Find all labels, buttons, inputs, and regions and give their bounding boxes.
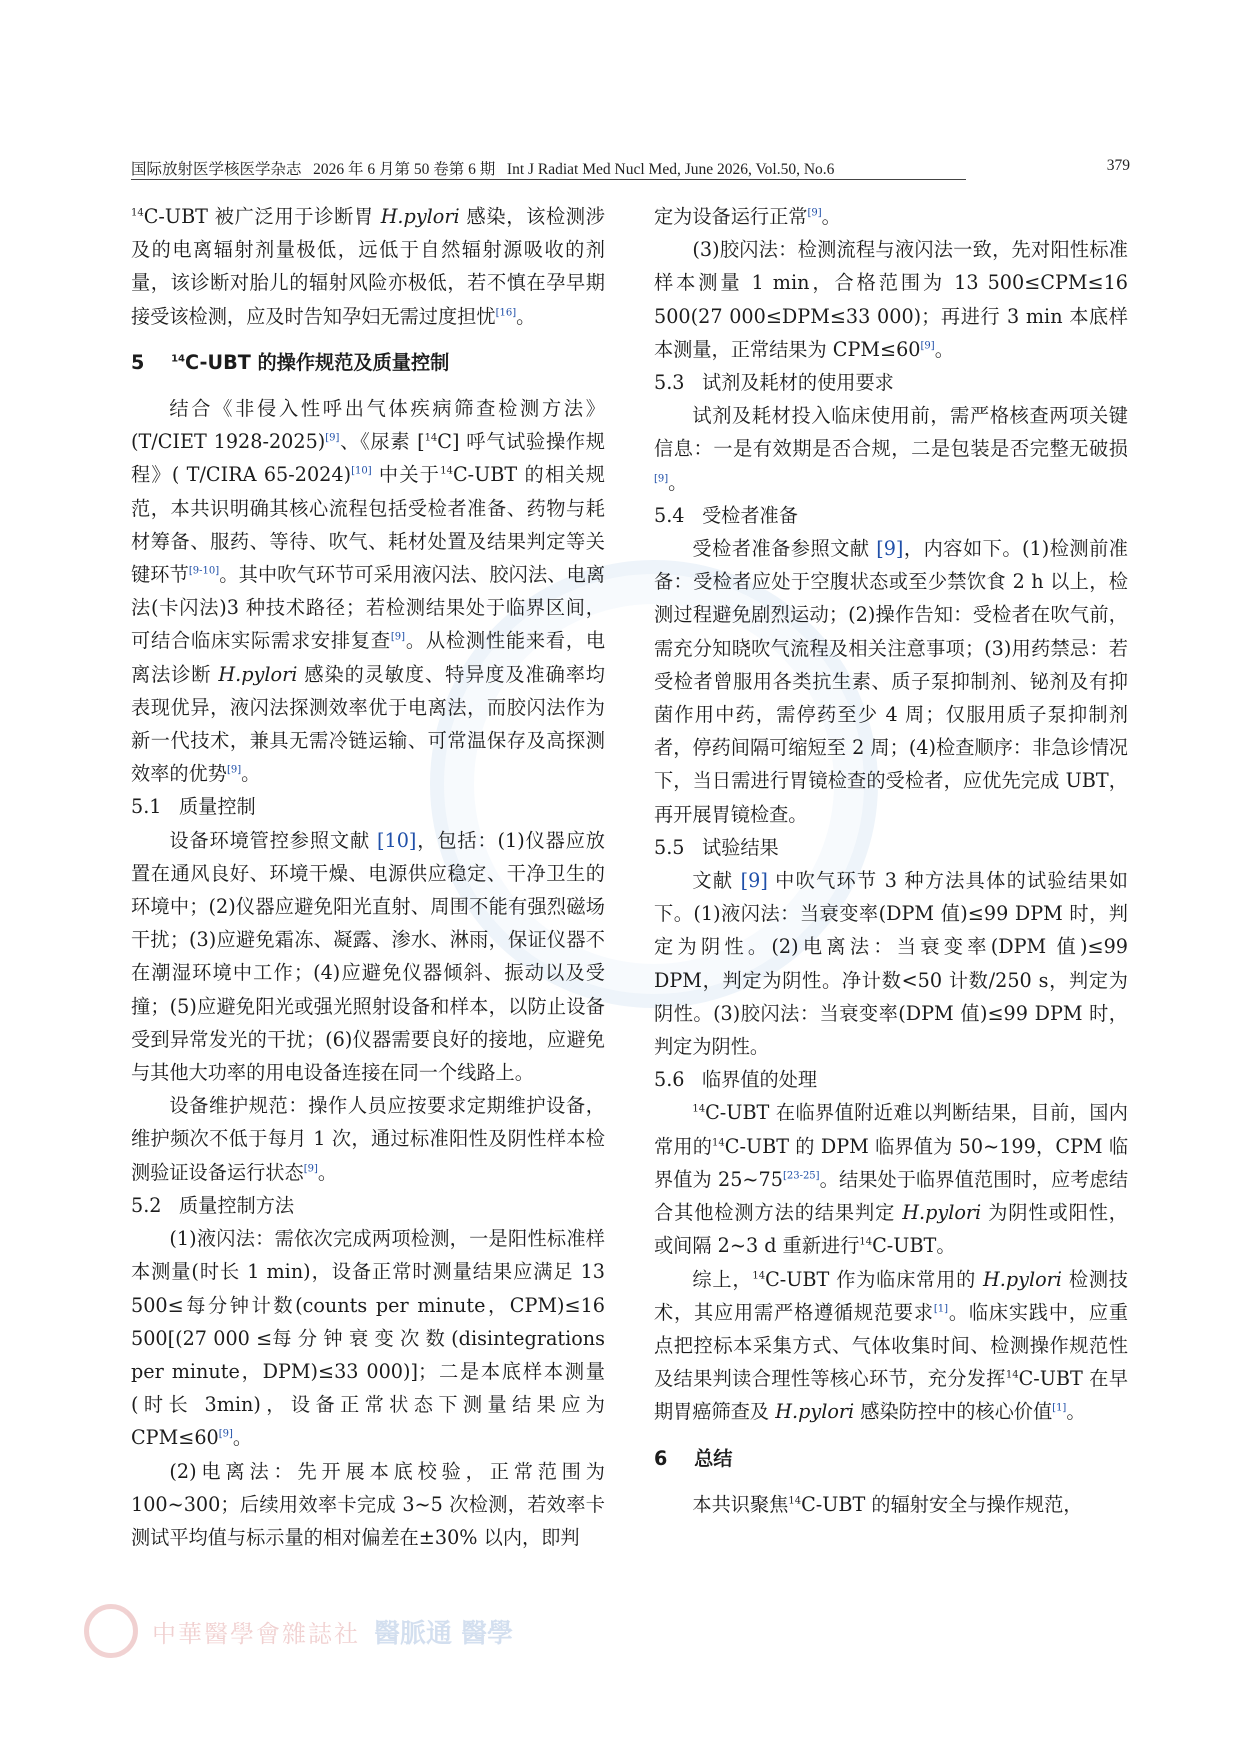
- publisher-footer-logo: [84, 1606, 564, 1656]
- citation-link[interactable]: [10]: [377, 828, 417, 852]
- citation-link[interactable]: [1]: [933, 1303, 949, 1315]
- subsection-heading-5-3: 5.3 试剂及耗材的使用要求: [654, 371, 894, 395]
- left-column: [131, 200, 605, 1554]
- subsection-heading-5-5: 5.5 试验结果: [654, 835, 779, 859]
- paragraph: 定为设备运行正常[9]。: [654, 205, 841, 228]
- paragraph: 受检者准备参照文献 [9]，内容如下。(1)检测前准备：受检者应处于空腹状态或至少禁饮食 2 h 以上，检测过程避免剧烈运动；(2)操作告知：受检者在吹气前，需充分知晓吹气流程及相关注意事项；(3)用药禁忌：若受检者曾服用各类抗生素、质子泵抑制剂、铋剂及有抑菌作用中药，需停药至少 4 周；仅服用质子泵抑制剂者，停药间隔可缩短至 2 周；(4)检查顺序：非急诊情况下，当日需进行胃镜检查的受检者，应优先完成 UBT，再开展胃镜检查。: [654, 537, 1128, 826]
- citation-link[interactable]: [9]: [325, 432, 340, 444]
- paragraph: 设备维护规范：操作人员应按要求定期维护设备，维护频次不低于每月 1 次，通过标准阳性及阴性样本检测验证设备运行状态[9]。: [131, 1094, 605, 1184]
- subsection-heading-5-6: 5.6 临界值的处理: [654, 1068, 818, 1092]
- journal-name-cn: 国际放射医学核医学杂志: [131, 161, 302, 178]
- paragraph: 设备环境管控参照文献 [10]，包括：(1)仪器应放置在通风良好、环境干燥、电源供应稳定、干净卫生的环境中；(2)仪器应避免阳光直射、周围不能有强烈磁场干扰；(3)应避免霜冻、凝露、渗水、淋雨，保证仪器不在潮湿环境中工作；(4)应避免仪器倾斜、振动以及受撞；(5)应避免阳光或强光照射设备和样本，以防止设备受到异常发光的干扰；(6)仪器需要良好的接地，应避免与其他大功率的用电设备连接在同一个线路上。: [131, 828, 605, 1085]
- citation-link[interactable]: [9-10]: [188, 565, 220, 577]
- paragraph: (3)胶闪法：检测流程与液闪法一致，先对阳性标准样本测量 1 min，合格范围为 13 500≤CPM≤16 500(27 000≤DPM≤33 000)；再进行 3 min 本底样本测量，正常结果为 CPM≤60[9]。: [654, 238, 1128, 361]
- subsection-heading-5-2: 5.2 质量控制方法: [131, 1193, 295, 1217]
- page-number: 379: [1106, 157, 1130, 174]
- section-heading-6: 6 总结: [654, 1446, 733, 1470]
- brand-logo-text: 醫脈通 醫學: [374, 1618, 514, 1649]
- citation-link[interactable]: [9]: [740, 869, 768, 893]
- issue-info-cn: 2026 年 6 月第 50 卷第 6 期: [313, 161, 496, 178]
- citation-link[interactable]: [10]: [351, 466, 372, 478]
- publisher-name: 中華醫學會雜誌社: [152, 1619, 360, 1648]
- publisher-emblem-icon: [84, 1604, 138, 1658]
- citation-link[interactable]: [9]: [920, 340, 935, 352]
- right-column: [654, 200, 1128, 1521]
- paragraph: 结合《非侵入性呼出气体疾病筛查检测方法》(T/CIET 1928-2025)[9]、《尿素 [$^{14}$C] 呼气试验操作规程》( T/CIRA 65-2024)[10] 中关于$^{14}$C-UBT 的相关规范，本共识明确其核心流程包括受检者准备、药物与耗材筹备、服药、等待、吹气、耗材处置及结果判定等关键环节[9-10]。其中吹气环节可采用液闪法、胶闪法、电离法(卡闪法)3 种技术路径；若检测结果处于临界区间，可结合临床实际需求安排复查[9]。从检测性能来看，电离法诊断 H.pylori 感染的灵敏度、特异度及准确率均表现优异，液闪法探测效率优于电离法，而胶闪法作为新一代技术，兼具无需冷链运输、可常温保存及高探测效率的优势[9]。: [131, 397, 606, 786]
- header-rule: [131, 179, 966, 180]
- paragraph: 综上，$^{14}$C-UBT 作为临床常用的 H.pylori 检测技术，其应用需严格遵循规范要求[1]。临床实践中，应重点把控标本采集方式、气体收集时间、检测操作规范性及结果判读合理性等核心环节，充分发挥$^{14}$C-UBT 在早期胃癌筛查及 H.pylori 感染防控中的核心价值[1]。: [654, 1267, 1129, 1424]
- subsection-heading-5-4: 5.4 受检者准备: [654, 503, 798, 527]
- paragraph: 文献 [9] 中吹气环节 3 种方法具体的试验结果如下。(1)液闪法：当衰变率(DPM 值)≤99 DPM 时，判定为阴性。(2)电离法：当衰变率(DPM 值)≤99 DPM，判定为阴性。净计数<50 计数/250 s，判定为阴性。(3)胶闪法：当衰变率(DPM 值)≤99 DPM 时，判定为阴性。: [654, 869, 1128, 1059]
- citation-link[interactable]: [9]: [218, 1428, 233, 1440]
- journal-name-en: Int J Radiat Med Nucl Med, June 2026, Vol.50, No.6: [506, 161, 835, 178]
- paragraph: (2)电离法：先开展本底校验，正常范围为 100~300；后续用效率卡完成 3~5 次检测，若效率卡测试平均值与标示量的相对偏差在±30% 以内，即判: [131, 1459, 605, 1549]
- citation-link[interactable]: [9]: [807, 207, 822, 219]
- paragraph: $^{14}$C-UBT 被广泛用于诊断胃 H.pylori 感染，该检测涉及的电离辐射剂量极低，远低于自然辐射源吸收的剂量，该诊断对胎儿的辐射风险亦极低，若不慎在孕早期接受该检测，应及时告知孕妇无需过度担忧[16]。: [131, 205, 605, 328]
- citation-link[interactable]: [23-25]: [782, 1170, 820, 1182]
- citation-link[interactable]: [1]: [1052, 1402, 1067, 1414]
- running-header: [131, 157, 1130, 179]
- section-heading-5: 5 $^{14}$C-UBT 的操作规范及质量控制: [131, 350, 450, 374]
- citation-link[interactable]: [9]: [226, 764, 242, 776]
- citation-link[interactable]: [9]: [390, 632, 406, 644]
- paragraph: 试剂及耗材投入临床使用前，需严格核查两项关键信息：一是有效期是否合规，二是包装是否完整无破损[9]。: [654, 404, 1128, 494]
- citation-link[interactable]: [9]: [654, 473, 669, 485]
- paragraph: 本共识聚焦$^{14}$C-UBT 的辐射安全与操作规范，: [692, 1492, 1083, 1516]
- citation-link[interactable]: [9]: [303, 1163, 318, 1175]
- paragraph: $^{14}$C-UBT 在临界值附近难以判断结果，目前，国内常用的$^{14}$C-UBT 的 DPM 临界值为 50~199，CPM 临界值为 25~75[23-25]。结果处于临界值范围时，应考虑结合其他检测方法的结果判定 H.pylori 为阴性或阳性，或间隔 2~3 d 重新进行$^{14}$C-UBT。: [654, 1101, 1129, 1258]
- citation-link[interactable]: [9]: [876, 537, 904, 561]
- citation-link[interactable]: [16]: [495, 307, 517, 319]
- subsection-heading-5-1: 5.1 质量控制: [131, 795, 256, 819]
- paragraph: (1)液闪法：需依次完成两项检测，一是阳性标准样本测量(时长 1 min)，设备正常时测量结果应满足 13 500≤每分钟计数(counts per minute，CPM)≤16 500[(27 000 ≤每 分 钟 衰 变 次 数 (disintegrations per minute，DPM)≤33 000)]；二是本底样本测量(时长 3min)，设备正常状态下测量结果应为 CPM≤60[9]。: [131, 1227, 605, 1450]
